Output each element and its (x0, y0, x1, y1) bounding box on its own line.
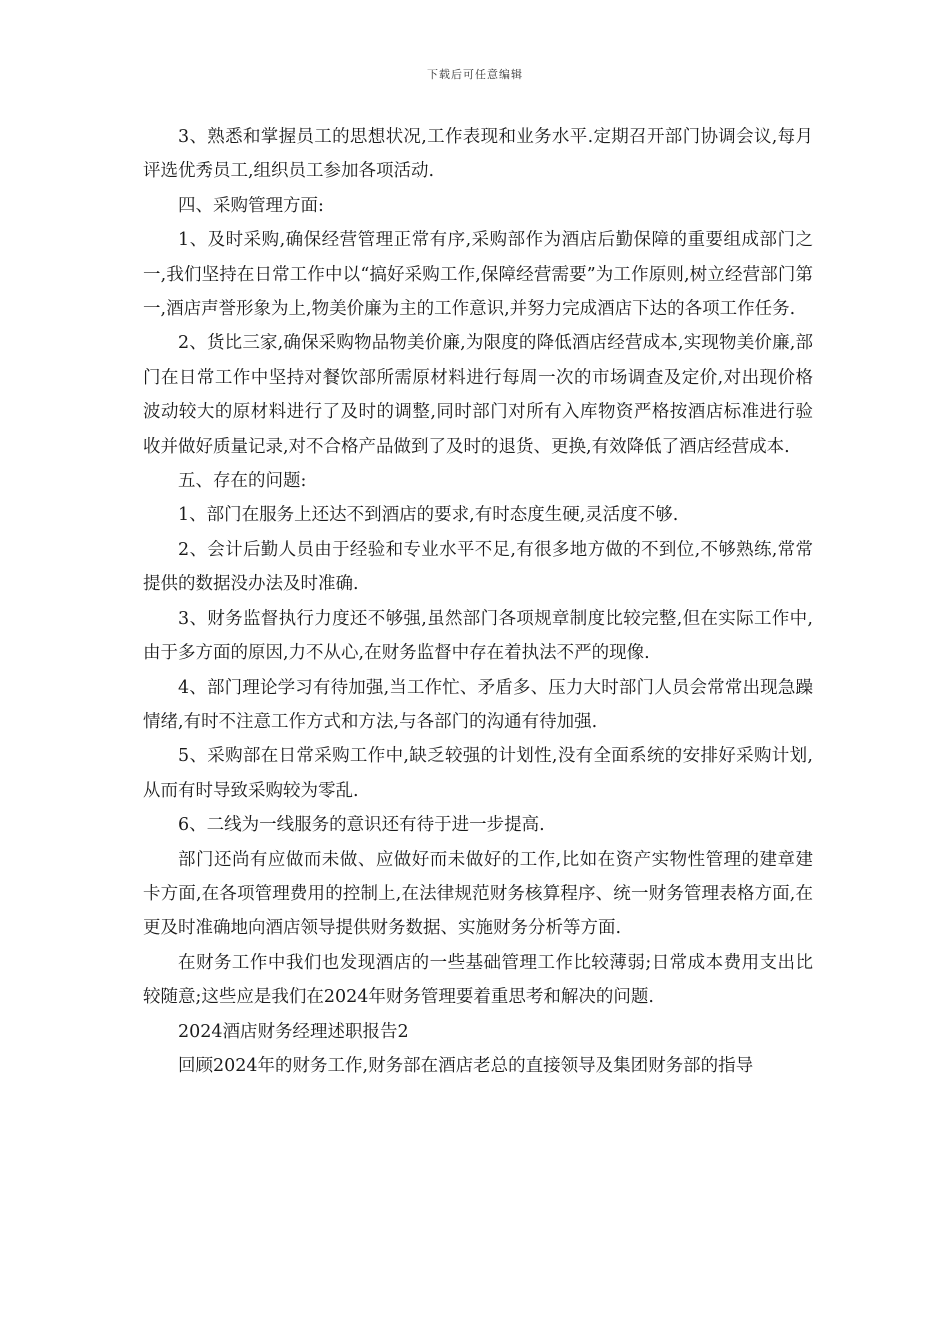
report-title: 2024酒店财务经理述职报告2 (178, 1021, 409, 1042)
document-body (143, 120, 813, 1083)
paragraph: 回顾2024年的财务工作,财务部在酒店老总的直接领导及集团财务部的指导 (178, 1055, 754, 1076)
section-heading: 五、存在的问题: (178, 471, 307, 492)
page-header: 下载后可任意编辑 (427, 68, 523, 81)
paragraph: 1、及时采购,确保经营管理正常有序,采购部作为酒店后勤保障的重要组成部门之一,我们坚持在日常工作中以“搞好采购工作,保障经营需要”为工作原则,树立经营部门第一,酒店声誉形象为上,物美价廉为主的工作意识,并努力完成酒店下达的各项工作任务. (143, 230, 813, 320)
paragraph: 2、会计后勤人员由于经验和专业水平不足,有很多地方做的不到位,不够熟练,常常提供的数据没办法及时准确. (143, 539, 813, 595)
paragraph: 5、采购部在日常采购工作中,缺乏较强的计划性,没有全面系统的安排好采购计划,从而有时导致采购较为零乱. (143, 746, 813, 801)
paragraph: 3、财务监督执行力度还不够强,虽然部门各项规章制度比较完整,但在实际工作中,由于多方面的原因,力不从心,在财务监督中存在着执法不严的现像. (143, 608, 813, 664)
paragraph: 2、货比三家,确保采购物品物美价廉,为限度的降低酒店经营成本,实现物美价廉,部门在日常工作中坚持对餐饮部所需原材料进行每周一次的市场调查及定价,对出现价格波动较大的原材料进行了及时的调整,同时部门对所有入库物资严格按酒店标准进行验收并做好质量记录,对不合格产品做到了及时的退货、更换,有效降低了酒店经营成本. (143, 333, 813, 457)
paragraph: 1、部门在服务上还达不到酒店的要求,有时态度生硬,灵活度不够. (178, 505, 679, 526)
paragraph: 部门还尚有应做而未做、应做好而未做好的工作,比如在资产实物性管理的建章建卡方面,在各项管理费用的控制上,在法律规范财务核算程序、统一财务管理表格方面,在更及时准确地向酒店领导提供财务数据、实施财务分析等方面. (143, 849, 813, 939)
paragraph: 3、熟悉和掌握员工的思想状况,工作表现和业务水平.定期召开部门协调会议,每月评选优秀员工,组织员工参加各项活动. (143, 127, 813, 182)
paragraph: 在财务工作中我们也发现酒店的一些基础管理工作比较薄弱;日常成本费用支出比较随意;这些应是我们在2024年财务管理要着重思考和解决的问题. (143, 952, 813, 1008)
section-heading: 四、采购管理方面: (178, 195, 324, 216)
paragraph: 4、部门理论学习有待加强,当工作忙、矛盾多、压力大时部门人员会常常出现急躁情绪,有时不注意工作方式和方法,与各部门的沟通有待加强. (143, 677, 813, 732)
paragraph: 6、二线为一线服务的意识还有待于进一步提高. (178, 815, 545, 836)
